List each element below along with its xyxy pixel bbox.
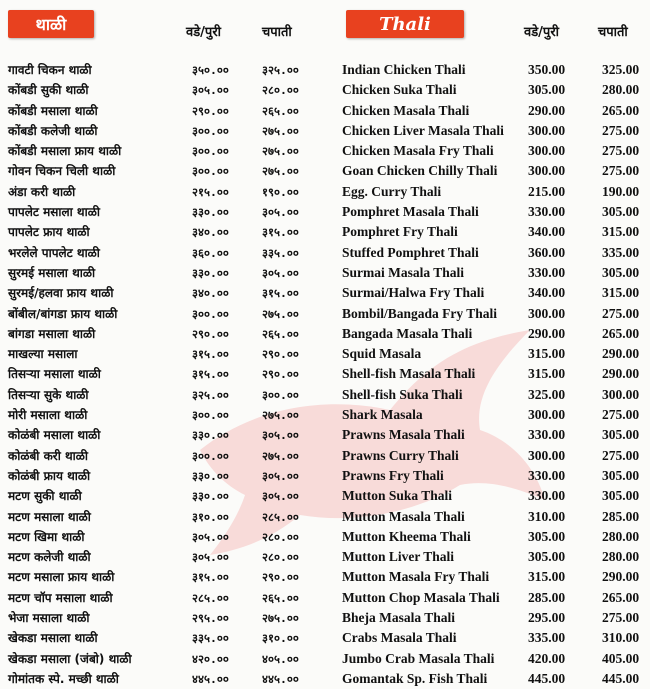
chapati-price: 405.00 — [602, 650, 640, 666]
chapati-price: २८०.०० — [262, 529, 299, 544]
menu-item-name: तिसऱ्या सुके थाळी — [8, 387, 89, 402]
vade-puri-price: ३१५.०० — [192, 367, 229, 382]
menu-item-row — [340, 547, 650, 567]
chapati-price: ३३५.०० — [262, 245, 299, 260]
chapati-price: 280.00 — [602, 82, 640, 98]
vade-puri-header: वडे/पुरी — [186, 25, 221, 40]
menu-item-name: कोंबडी मसाला थाळी — [8, 103, 98, 118]
menu-item-name: गावटी चिकन थाळी — [8, 63, 92, 77]
menu-item-name: Shell-fish Suka Thali — [342, 386, 463, 402]
chapati-price: ३०५.०० — [262, 468, 299, 483]
menu-item-row — [0, 649, 330, 669]
menu-item-name: Bombil/Bangada Fry Thali — [342, 305, 498, 321]
menu-item-name: Indian Chicken Thali — [342, 62, 466, 77]
menu-item-row — [340, 628, 650, 648]
chapati-price: 315.00 — [602, 224, 640, 240]
menu-item-row — [0, 283, 330, 303]
menu-item-name: मटण सुकी थाळी — [8, 489, 82, 504]
chapati-price: २९०.०० — [262, 347, 299, 362]
vade-puri-price: २८५.०० — [192, 590, 229, 605]
menu-item-row — [0, 80, 330, 100]
menu-item-row — [340, 446, 650, 466]
menu-item-row — [340, 466, 650, 486]
vade-puri-price: 330.00 — [528, 427, 566, 443]
chapati-price: २८५.०० — [262, 509, 299, 524]
chapati-price: २७५.०० — [262, 164, 299, 179]
chapati-price: ३२५.०० — [262, 63, 299, 77]
menu-item-name: बोंबील/बांगडा फ्राय थाळी — [8, 306, 118, 321]
chapati-price: 275.00 — [602, 305, 640, 321]
menu-item-name: Mutton Masala Fry Thali — [342, 569, 490, 585]
menu-item-row — [340, 364, 650, 384]
chapati-price: 275.00 — [602, 163, 640, 179]
vade-puri-price: 335.00 — [528, 630, 566, 646]
menu-item-name: Surmai Masala Thali — [342, 264, 465, 280]
chapati-price: २६५.०० — [262, 103, 299, 118]
menu-item-row — [340, 527, 650, 547]
menu-item-row — [0, 466, 330, 486]
menu-item-row — [340, 588, 650, 608]
menu-item-row — [340, 304, 650, 324]
chapati-price: २७५.०० — [262, 123, 299, 138]
vade-puri-price: ३३०.०० — [192, 468, 229, 483]
vade-puri-price: 315.00 — [528, 346, 566, 362]
chapati-price: २७५.०० — [262, 408, 299, 423]
menu-item-row — [340, 243, 650, 263]
menu-item-row — [340, 182, 650, 202]
menu-item-name: कोळंबी करी थाळी — [8, 448, 88, 463]
vade-puri-price: 315.00 — [528, 366, 566, 382]
vade-puri-price: ३००.०० — [192, 164, 229, 179]
menu-item-name: Shell-fish Masala Thali — [342, 366, 476, 382]
vade-puri-price: 445.00 — [528, 670, 566, 686]
menu-item-row — [340, 385, 650, 405]
menu-item-name: गोवन चिकन चिली थाळी — [8, 164, 116, 179]
vade-puri-price: 300.00 — [528, 143, 566, 159]
vade-puri-price: ३१५.०० — [192, 570, 229, 585]
vade-puri-price: ३३०.०० — [192, 428, 229, 443]
chapati-price: २७५.०० — [262, 144, 299, 159]
menu-item-name: Chicken Suka Thali — [342, 82, 457, 98]
chapati-price: 335.00 — [602, 244, 640, 260]
vade-puri-price: 420.00 — [528, 650, 566, 666]
chapati-price: २७५.०० — [262, 611, 299, 626]
vade-puri-price: 300.00 — [528, 305, 566, 321]
chapati-header: चपाती — [598, 25, 628, 40]
menu-item-name: Goan Chicken Chilly Thali — [342, 163, 498, 179]
vade-puri-price: 300.00 — [528, 447, 566, 463]
vade-puri-price: २९०.०० — [192, 326, 229, 341]
menu-item-row — [0, 669, 330, 689]
vade-puri-price: ३४०.०० — [192, 225, 229, 240]
chapati-price: 275.00 — [602, 122, 640, 138]
menu-item-name: कोळंबी फ्राय थाळी — [8, 468, 91, 483]
menu-item-name: सुरमई मसाला थाळी — [8, 265, 96, 280]
menu-item-name: मटण कलेजी थाळी — [8, 550, 91, 565]
menu-item-row — [340, 80, 650, 100]
menu-item-row — [340, 101, 650, 121]
menu-item-name: बांगडा मसाला थाळी — [8, 326, 96, 341]
menu-item-row — [340, 263, 650, 283]
chapati-price: २९०.०० — [262, 367, 299, 382]
menu-item-row — [340, 608, 650, 628]
vade-puri-price: 325.00 — [528, 386, 566, 402]
menu-item-name: अंडा करी थाळी — [8, 184, 76, 199]
menu-item-name: Stuffed Pomphret Thali — [342, 244, 479, 260]
vade-puri-price: 305.00 — [528, 82, 566, 98]
menu-item-name: तिसऱ्या मसाला थाळी — [8, 367, 101, 382]
vade-puri-price: ३१५.०० — [192, 347, 229, 362]
menu-item-row — [0, 567, 330, 587]
vade-puri-price: 340.00 — [528, 285, 566, 301]
vade-puri-price: ३३०.०० — [192, 205, 229, 220]
menu-item-name: भरलेले पापलेट थाळी — [8, 245, 100, 260]
menu-item-name: कोंबडी कलेजी थाळी — [8, 123, 98, 138]
menu-item-name: Bheja Masala Thali — [342, 610, 456, 626]
chapati-price: २८०.०० — [262, 550, 299, 565]
chapati-price: 290.00 — [602, 346, 640, 362]
menu-item-name: Shark Masala — [342, 407, 423, 423]
chapati-price: 305.00 — [602, 427, 640, 443]
vade-puri-price: 290.00 — [528, 102, 566, 118]
chapati-price: ३०५.०० — [262, 205, 299, 220]
vade-puri-price: 300.00 — [528, 407, 566, 423]
menu-item-row — [340, 141, 650, 161]
vade-puri-price: 215.00 — [528, 183, 566, 199]
chapati-price: १९०.०० — [262, 184, 299, 199]
menu-item-row — [0, 222, 330, 242]
menu-item-row — [340, 486, 650, 506]
chapati-price: ३००.०० — [262, 387, 299, 402]
chapati-price: 265.00 — [602, 102, 640, 118]
marathi-menu-list — [0, 60, 330, 689]
chapati-price: 290.00 — [602, 569, 640, 585]
menu-item-name: Bangada Masala Thali — [342, 325, 473, 341]
menu-item-name: Jumbo Crab Masala Thali — [342, 650, 495, 666]
chapati-header: चपाती — [262, 25, 292, 40]
menu-item-name: Mutton Chop Masala Thali — [342, 589, 500, 605]
vade-puri-price: ३००.०० — [192, 448, 229, 463]
chapati-price: 265.00 — [602, 325, 640, 341]
menu-item-row — [0, 202, 330, 222]
menu-item-name: Chicken Masala Thali — [342, 102, 470, 118]
menu-item-name: Crabs Masala Thali — [342, 630, 457, 646]
menu-item-row — [0, 547, 330, 567]
menu-item-row — [0, 101, 330, 121]
menu-item-row — [0, 161, 330, 181]
menu-item-name: Pomphret Fry Thali — [342, 224, 458, 240]
chapati-price: 305.00 — [602, 488, 640, 504]
menu-item-row — [0, 507, 330, 527]
menu-item-name: Mutton Kheema Thali — [342, 528, 471, 544]
menu-item-name: कोळंबी मसाला थाळी — [8, 428, 101, 443]
menu-item-name: कोंबडी मसाला फ्राय थाळी — [8, 144, 122, 159]
vade-puri-price: 315.00 — [528, 569, 566, 585]
menu-item-row — [0, 446, 330, 466]
menu-item-row — [0, 527, 330, 547]
chapati-price: ३०५.०० — [262, 428, 299, 443]
chapati-price: ३०५.०० — [262, 265, 299, 280]
vade-puri-price: ३००.०० — [192, 123, 229, 138]
menu-item-row — [0, 344, 330, 364]
menu-item-row — [0, 304, 330, 324]
vade-puri-price: 305.00 — [528, 528, 566, 544]
menu-item-row — [0, 628, 330, 648]
chapati-price: २९०.०० — [262, 570, 299, 585]
menu-item-name: खेकडा मसाला थाळी — [8, 631, 98, 646]
chapati-price: ४४५.०० — [262, 671, 299, 686]
menu-item-row — [0, 588, 330, 608]
vade-puri-price: 300.00 — [528, 163, 566, 179]
chapati-price: २७५.०० — [262, 306, 299, 321]
vade-puri-price: 295.00 — [528, 610, 566, 626]
menu-item-row — [0, 405, 330, 425]
vade-puri-price: ३५०.०० — [192, 63, 229, 77]
menu-item-row — [0, 263, 330, 283]
vade-puri-header: वडे/पुरी — [524, 25, 559, 40]
chapati-price: २६५.०० — [262, 326, 299, 341]
menu-item-name: Egg. Curry Thali — [342, 183, 442, 199]
chapati-price: ३०५.०० — [262, 489, 299, 504]
menu-item-name: सुरमई/हलवा फ्राय थाळी — [8, 286, 114, 301]
vade-puri-price: ३४०.०० — [192, 286, 229, 301]
menu-item-row — [0, 121, 330, 141]
menu-item-row — [340, 283, 650, 303]
menu-item-name: Prawns Curry Thali — [342, 447, 459, 463]
menu-item-row — [340, 669, 650, 689]
menu-item-name: गोमांतक स्पे. मच्छी थाळी — [8, 671, 119, 686]
chapati-price: 190.00 — [602, 183, 640, 199]
vade-puri-price: 330.00 — [528, 488, 566, 504]
chapati-price: ३१०.०० — [262, 631, 299, 646]
vade-puri-price: 330.00 — [528, 264, 566, 280]
chapati-price: 275.00 — [602, 143, 640, 159]
menu-item-row — [0, 364, 330, 384]
vade-puri-price: ३०५.०० — [192, 550, 229, 565]
menu-item-row — [340, 324, 650, 344]
menu-item-row — [340, 649, 650, 669]
vade-puri-price: ३०५.०० — [192, 83, 229, 98]
menu-item-name: Chicken Liver Masala Thali — [342, 122, 504, 138]
chapati-price: २८०.०० — [262, 83, 299, 98]
menu-item-name: Pomphret Masala Thali — [342, 204, 479, 220]
vade-puri-price: 350.00 — [528, 62, 566, 77]
menu-item-name: Mutton Suka Thali — [342, 488, 453, 504]
vade-puri-price: ३०५.०० — [192, 529, 229, 544]
vade-puri-price: 330.00 — [528, 204, 566, 220]
chapati-price: 305.00 — [602, 264, 640, 280]
menu-item-row — [0, 60, 330, 80]
vade-puri-price: ४४५.०० — [192, 671, 229, 686]
menu-item-name: खेकडा मसाला (जंबो) थाळी — [8, 651, 132, 666]
vade-puri-price: 310.00 — [528, 508, 566, 524]
menu-item-name: माखल्या मसाला — [8, 347, 78, 362]
english-menu-list — [340, 60, 650, 689]
chapati-price: 325.00 — [602, 62, 640, 77]
chapati-price: 445.00 — [602, 670, 640, 686]
menu-item-row — [0, 608, 330, 628]
vade-puri-price: ३००.०० — [192, 144, 229, 159]
chapati-price: 275.00 — [602, 447, 640, 463]
menu-item-name: मोरी मसाला थाळी — [8, 408, 88, 423]
menu-item-name: मटण खिमा थाळी — [8, 529, 85, 544]
menu-item-row — [340, 405, 650, 425]
menu-item-row — [0, 243, 330, 263]
menu-item-name: पापलेट मसाला थाळी — [8, 205, 100, 220]
vade-puri-price: 340.00 — [528, 224, 566, 240]
chapati-price: 280.00 — [602, 528, 640, 544]
vade-puri-price: ३६०.०० — [192, 245, 229, 260]
menu-item-row — [0, 425, 330, 445]
menu-item-name: कोंबडी सुकी थाळी — [8, 83, 89, 98]
menu-item-row — [0, 385, 330, 405]
chapati-price: 275.00 — [602, 407, 640, 423]
menu-item-row — [340, 161, 650, 181]
menu-item-row — [340, 121, 650, 141]
menu-item-name: Surmai/Halwa Fry Thali — [342, 285, 485, 301]
chapati-price: ३१५.०० — [262, 286, 299, 301]
menu-item-name: मटण मसाला थाळी — [8, 509, 91, 524]
chapati-price: २६५.०० — [262, 590, 299, 605]
menu-item-row — [0, 182, 330, 202]
menu-item-row — [340, 507, 650, 527]
vade-puri-price: ४२०.०० — [192, 651, 229, 666]
vade-puri-price: २९०.०० — [192, 103, 229, 118]
menu-item-row — [340, 567, 650, 587]
menu-item-row — [0, 141, 330, 161]
chapati-price: 265.00 — [602, 589, 640, 605]
menu-item-name: Prawns Masala Thali — [342, 427, 465, 443]
vade-puri-price: 305.00 — [528, 549, 566, 565]
vade-puri-price: 360.00 — [528, 244, 566, 260]
chapati-price: 305.00 — [602, 467, 640, 483]
vade-puri-price: ३२५.०० — [192, 387, 229, 402]
chapati-price: 285.00 — [602, 508, 640, 524]
vade-puri-price: ३३०.०० — [192, 265, 229, 280]
menu-item-row — [340, 222, 650, 242]
chapati-price: 310.00 — [602, 630, 640, 646]
menu-item-name: Mutton Liver Thali — [342, 549, 455, 565]
vade-puri-price: ३००.०० — [192, 306, 229, 321]
vade-puri-price: 290.00 — [528, 325, 566, 341]
vade-puri-price: ३३०.०० — [192, 489, 229, 504]
chapati-price: २७५.०० — [262, 448, 299, 463]
chapati-price: 275.00 — [602, 610, 640, 626]
marathi-thali-tab: थाळी — [8, 10, 94, 38]
menu-item-name: मटण चॉप मसाला थाळी — [8, 590, 113, 605]
english-thali-tab: Thali — [346, 10, 464, 38]
vade-puri-price: 285.00 — [528, 589, 566, 605]
menu-item-row — [340, 202, 650, 222]
chapati-price: 315.00 — [602, 285, 640, 301]
vade-puri-price: 300.00 — [528, 122, 566, 138]
vade-puri-price: २९५.०० — [192, 611, 229, 626]
menu-item-name: Gomantak Sp. Fish Thali — [342, 670, 488, 686]
menu-item-row — [0, 324, 330, 344]
menu-item-row — [340, 60, 650, 80]
chapati-price: ४०५.०० — [262, 651, 299, 666]
chapati-price: 300.00 — [602, 386, 640, 402]
vade-puri-price: ३३५.०० — [192, 631, 229, 646]
chapati-price: 280.00 — [602, 549, 640, 565]
menu-item-name: Prawns Fry Thali — [342, 467, 444, 483]
menu-item-name: Chicken Masala Fry Thali — [342, 143, 494, 159]
chapati-price: ३१५.०० — [262, 225, 299, 240]
menu-item-name: Mutton Masala Thali — [342, 508, 465, 524]
menu-item-row — [340, 425, 650, 445]
vade-puri-price: 330.00 — [528, 467, 566, 483]
english-menu-column — [340, 0, 650, 686]
vade-puri-price: ३१०.०० — [192, 509, 229, 524]
vade-puri-price: ३००.०० — [192, 408, 229, 423]
chapati-price: 305.00 — [602, 204, 640, 220]
menu-item-name: भेजा मसाला थाळी — [8, 611, 90, 626]
menu-item-name: Squid Masala — [342, 346, 422, 362]
menu-item-row — [340, 344, 650, 364]
chapati-price: 290.00 — [602, 366, 640, 382]
vade-puri-price: २१५.०० — [192, 184, 229, 199]
menu-item-name: मटण मसाला फ्राय थाळी — [8, 570, 115, 585]
menu-item-name: पापलेट फ्राय थाळी — [8, 225, 90, 240]
menu-item-row — [0, 486, 330, 506]
